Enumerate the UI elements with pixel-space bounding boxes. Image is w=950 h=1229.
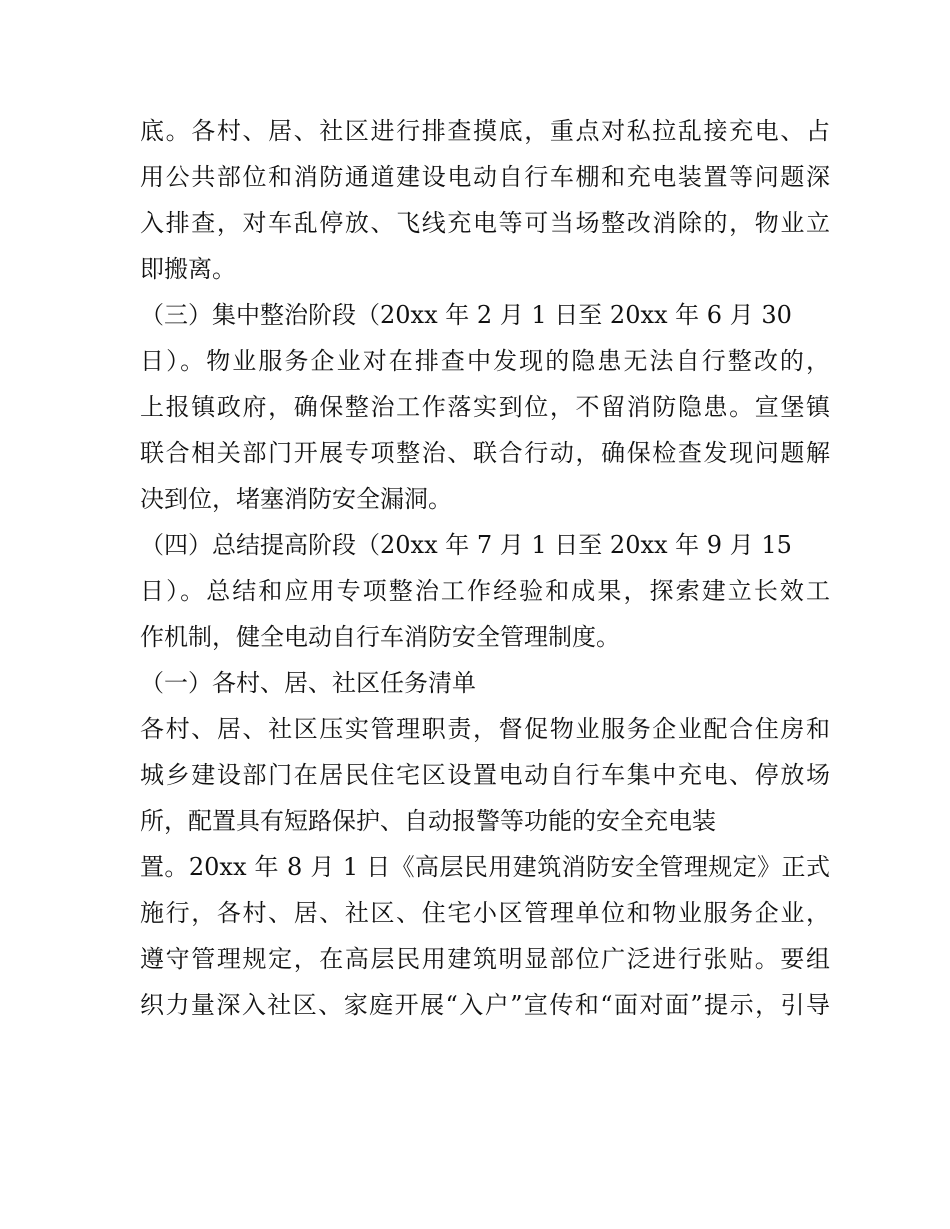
- text-line: 入排查，对车乱停放、飞线充电等可当场整改消除的，物业立: [140, 209, 830, 237]
- text-line: 作机制，健全电动自行车消防安全管理制度。: [140, 623, 620, 651]
- text-line: 所，配置具有短路保护、自动报警等功能的安全充电装: [140, 807, 716, 835]
- text-line: 即搬离。: [140, 255, 236, 283]
- text-line: 置。20xx 年 8 月 1 日《高层民用建筑消防安全管理规定》正式: [140, 853, 830, 881]
- text-line: （四）总结提高阶段（20xx 年 7 月 1 日至 20xx 年 9 月 15: [140, 531, 792, 559]
- text-line: 城乡建设部门在居民住宅区设置电动自行车集中充电、停放场: [140, 761, 830, 789]
- text-line: 日）。物业服务企业对在排查中发现的隐患无法自行整改的，: [140, 347, 830, 375]
- text-line: 上报镇政府，确保整治工作落实到位，不留消防隐患。宣堡镇: [140, 393, 830, 421]
- text-line: 遵守管理规定，在高层民用建筑明显部位广泛进行张贴。要组: [140, 945, 830, 973]
- text-line: 日）。总结和应用专项整治工作经验和成果，探索建立长效工: [140, 577, 830, 605]
- text-line: 各村、居、社区压实管理职责，督促物业服务企业配合住房和: [140, 715, 830, 743]
- text-line: 用公共部位和消防通道建设电动自行车棚和充电装置等问题深: [140, 163, 830, 191]
- text-line: 底。各村、居、社区进行排查摸底，重点对私拉乱接充电、占: [140, 117, 830, 145]
- text-line: （三）集中整治阶段（20xx 年 2 月 1 日至 20xx 年 6 月 30: [140, 301, 792, 329]
- text-line: 施行，各村、居、社区、住宅小区管理单位和物业服务企业，: [140, 899, 830, 927]
- text-line: （一）各村、居、社区任务清单: [140, 669, 476, 697]
- text-line: 联合相关部门开展专项整治、联合行动，确保检查发现问题解: [140, 439, 830, 467]
- text-line: 决到位，堵塞消防安全漏洞。: [140, 485, 452, 513]
- text-line: 织力量深入社区、家庭开展“入户”宣传和“面对面”提示，引导: [140, 991, 830, 1019]
- document-body: [140, 108, 830, 1028]
